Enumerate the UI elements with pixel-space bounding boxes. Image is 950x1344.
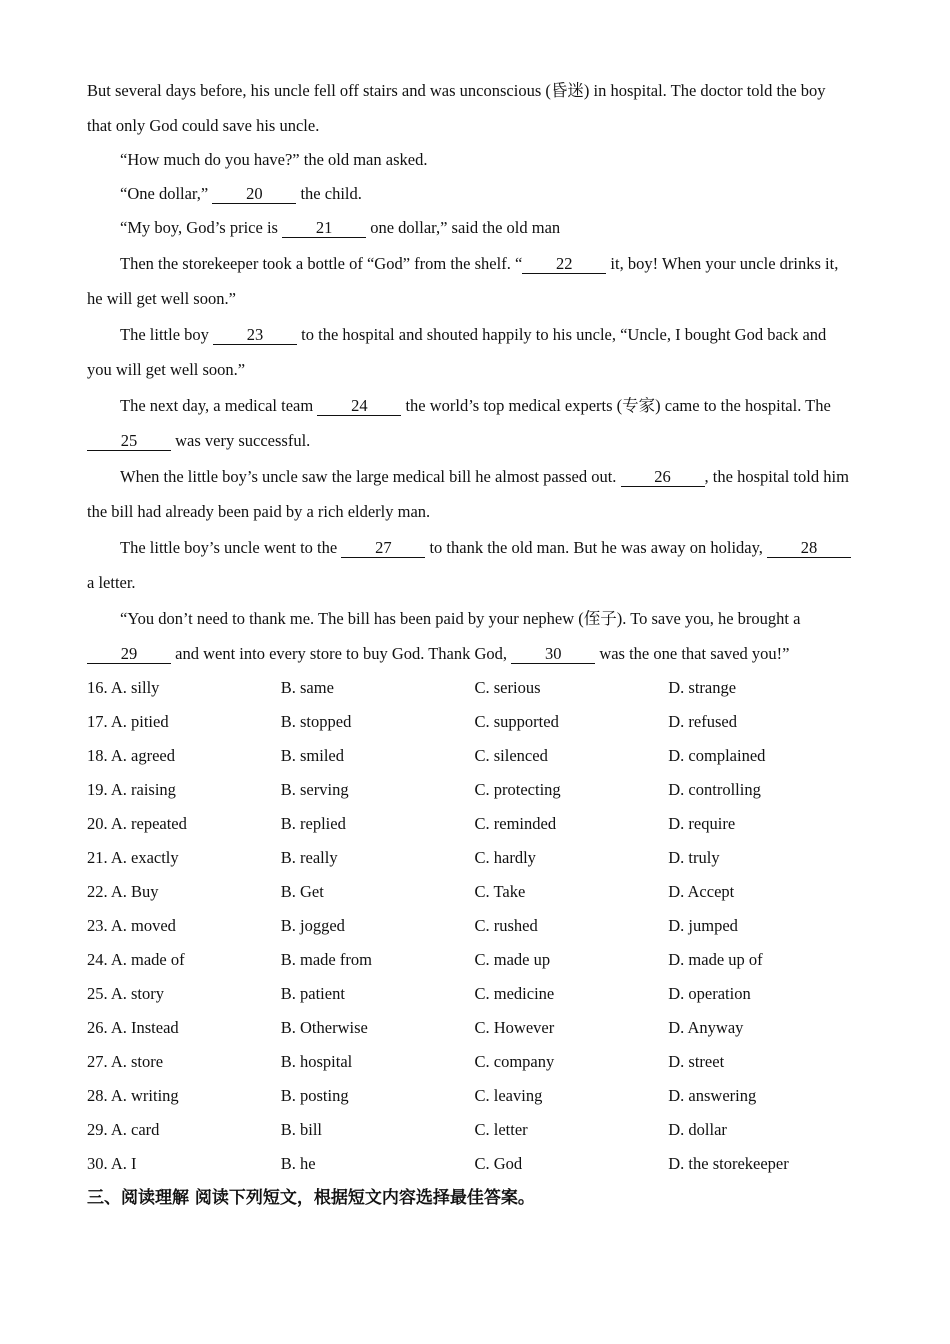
option-d: D. complained — [668, 746, 766, 765]
passage-text: he will get well soon.” — [87, 289, 236, 308]
option-b: B. stopped — [280, 712, 352, 731]
passage-line — [87, 143, 862, 177]
passage-line — [87, 637, 862, 671]
blank-20: 20 — [212, 185, 296, 204]
option-c: C. hardly — [474, 848, 536, 867]
passage-text: you will get well soon.” — [87, 360, 246, 379]
passage-text: a letter. — [87, 573, 136, 592]
question-options-row — [87, 739, 862, 773]
passage-line — [87, 529, 862, 566]
option-b: B. jogged — [280, 916, 345, 935]
option-d: D. made up of — [668, 950, 763, 969]
option-c: C. medicine — [474, 984, 555, 1003]
option-b: B. he — [280, 1154, 316, 1173]
option-d: D. the storekeeper — [668, 1154, 789, 1173]
question-options-row — [87, 1079, 862, 1113]
blank-28: 28 — [767, 539, 851, 558]
passage-text: to the hospital and shouted happily to his uncle, “Uncle, I bought God back and — [297, 325, 827, 344]
option-d: D. operation — [668, 984, 751, 1003]
option-d: D. Anyway — [668, 1018, 744, 1037]
option-c: C. protecting — [474, 780, 561, 799]
passage-text: it, boy! When your uncle drinks it, — [606, 254, 839, 273]
option-c: C. Take — [474, 882, 526, 901]
passage-text: the child. — [296, 184, 362, 203]
option-a: 16. A. silly — [87, 678, 160, 697]
passage-text: When the little boy’s uncle saw the large medical bill he almost passed out. — [120, 467, 621, 486]
question-options-row — [87, 1113, 862, 1147]
option-a: 30. A. I — [87, 1154, 137, 1173]
option-b: B. same — [280, 678, 334, 697]
section-heading: 三、阅读理解 阅读下列短文，根据短文内容选择最佳答案。 — [87, 1188, 535, 1208]
passage-line — [87, 211, 862, 245]
option-a: 19. A. raising — [87, 780, 176, 799]
passage-text: that only God could save his uncle. — [87, 116, 320, 135]
passage-text: to thank the old man. But he was away on holiday, — [425, 538, 768, 557]
passage-text: was very successful. — [171, 431, 311, 450]
option-c: C. made up — [474, 950, 551, 969]
passage-text: But several days before, his uncle fell off stairs and was unconscious (昏迷) in hospital. The doctor told the boy — [87, 81, 826, 100]
document-page — [87, 72, 862, 1215]
option-b: B. Get — [280, 882, 324, 901]
question-options-row — [87, 807, 862, 841]
option-c: C. God — [474, 1154, 523, 1173]
blank-24: 24 — [317, 397, 401, 416]
option-c: C. leaving — [474, 1086, 543, 1105]
answer-options — [87, 671, 862, 1181]
passage-line — [87, 177, 862, 211]
option-b: B. bill — [280, 1120, 323, 1139]
passage-line — [87, 495, 862, 529]
option-d: D. require — [668, 814, 736, 833]
option-c: C. supported — [474, 712, 559, 731]
passage-text: “How much do you have?” the old man asked. — [120, 150, 428, 169]
option-c: C. company — [474, 1052, 555, 1071]
option-c: C. letter — [474, 1120, 528, 1139]
passage-text: “You don’t need to thank me. The bill has been paid by your nephew (侄子). To save you, he brought a — [120, 609, 801, 628]
option-a: 29. A. card — [87, 1120, 160, 1139]
passage-text: the world’s top medical experts (专家) came to the hospital. The — [401, 396, 831, 415]
passage-text: was the one that saved you!” — [595, 644, 790, 663]
option-a: 21. A. exactly — [87, 848, 179, 867]
option-b: B. serving — [280, 780, 349, 799]
option-c: C. rushed — [474, 916, 538, 935]
option-a: 20. A. repeated — [87, 814, 187, 833]
option-a: 28. A. writing — [87, 1086, 179, 1105]
blank-30: 30 — [511, 645, 595, 664]
passage-text: “My boy, God’s price is — [120, 218, 283, 237]
option-d: D. answering — [668, 1086, 757, 1105]
passage-text: and went into every store to buy God. Thank God, — [171, 644, 512, 663]
option-a: 24. A. made of — [87, 950, 185, 969]
option-a: 17. A. pitied — [87, 712, 169, 731]
option-d: D. truly — [668, 848, 720, 867]
blank-23: 23 — [213, 326, 297, 345]
option-b: B. hospital — [280, 1052, 353, 1071]
blank-27: 27 — [341, 539, 425, 558]
option-c: C. reminded — [474, 814, 557, 833]
question-options-row — [87, 977, 862, 1011]
passage-line — [87, 387, 862, 424]
passage-line — [87, 72, 862, 109]
option-c: C. silenced — [474, 746, 548, 765]
option-d: D. controlling — [668, 780, 761, 799]
option-d: D. refused — [668, 712, 737, 731]
blank-22: 22 — [522, 255, 606, 274]
option-b: B. made from — [280, 950, 372, 969]
option-a: 22. A. Buy — [87, 882, 159, 901]
question-options-row — [87, 705, 862, 739]
passage-line — [87, 245, 862, 282]
cloze-passage — [87, 72, 862, 671]
blank-25: 25 — [87, 432, 171, 451]
question-options-row — [87, 1045, 862, 1079]
question-options-row — [87, 943, 862, 977]
option-d: D. Accept — [668, 882, 735, 901]
option-b: B. replied — [280, 814, 346, 833]
passage-text: The little boy’s uncle went to the — [120, 538, 342, 557]
question-options-row — [87, 841, 862, 875]
option-b: B. patient — [280, 984, 345, 1003]
option-b: B. smiled — [280, 746, 345, 765]
option-b: B. Otherwise — [280, 1018, 368, 1037]
question-options-row — [87, 671, 862, 705]
option-b: B. really — [280, 848, 338, 867]
passage-text: “One dollar,” — [120, 184, 213, 203]
option-b: B. posting — [280, 1086, 349, 1105]
option-c: C. However — [474, 1018, 555, 1037]
passage-text: , the hospital told him — [704, 467, 849, 486]
passage-text: The next day, a medical team — [120, 396, 318, 415]
passage-line — [87, 566, 862, 600]
option-a: 18. A. agreed — [87, 746, 175, 765]
question-options-row — [87, 909, 862, 943]
question-options-row — [87, 1011, 862, 1045]
option-d: D. dollar — [668, 1120, 727, 1139]
passage-line — [87, 458, 862, 495]
option-a: 23. A. moved — [87, 916, 176, 935]
passage-line — [87, 424, 862, 458]
option-d: D. jumped — [668, 916, 738, 935]
passage-text: The little boy — [120, 325, 214, 344]
option-a: 25. A. story — [87, 984, 165, 1003]
passage-line — [87, 316, 862, 353]
question-options-row — [87, 773, 862, 807]
passage-text: the bill had already been paid by a rich elderly man. — [87, 502, 431, 521]
passage-text: Then the storekeeper took a bottle of “God” from the shelf. “ — [120, 254, 523, 273]
option-d: D. strange — [668, 678, 737, 697]
blank-26: 26 — [621, 468, 705, 487]
passage-line — [87, 109, 862, 143]
option-c: C. serious — [474, 678, 541, 697]
passage-text: one dollar,” said the old man — [366, 218, 561, 237]
question-options-row — [87, 875, 862, 909]
blank-29: 29 — [87, 645, 171, 664]
passage-line — [87, 600, 862, 637]
option-a: 26. A. Instead — [87, 1018, 179, 1037]
passage-line — [87, 353, 862, 387]
question-options-row — [87, 1147, 862, 1181]
option-d: D. street — [668, 1052, 725, 1071]
passage-line — [87, 282, 862, 316]
option-a: 27. A. store — [87, 1052, 164, 1071]
blank-21: 21 — [282, 219, 366, 238]
